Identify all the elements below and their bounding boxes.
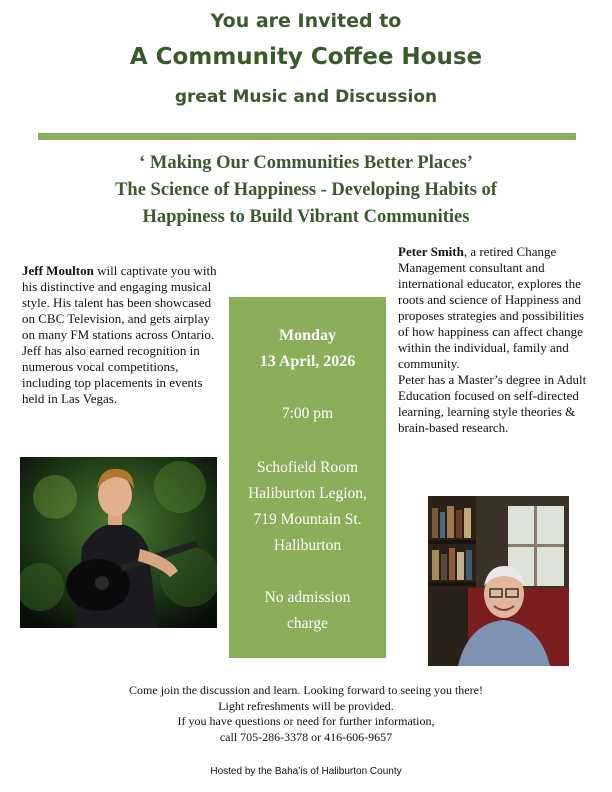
event-title: A Community Coffee House [129,44,483,70]
event-day: Monday [279,327,336,344]
footer-line-4: call 705-286-3378 or 416-606-9657 [219,729,393,744]
footer-line-1: Come join the discussion and learn. Looking forward to seeing you there! [129,683,483,697]
location-line-3: 719 Mountain St. [253,511,362,528]
musician-bio-text: will captivate you with his distinctive and engaging musical style. His talent has been showcased on CBC Television, and gets airplay on many FM stations across Ontario. Jeff has also earned recognition in numerous vocal competitions, including top placements in events held in Las Vegas. [22,263,217,406]
speaker-photo [428,496,569,666]
location-line-4: Haliburton [273,537,342,554]
theme-line-3: Happiness to Build Vibrant Communities [142,207,470,227]
event-date: 13 April, 2026 [259,353,356,370]
speaker-bio-text: , a retired Change Management consultant and international educator, explores the roots and science of Happiness and proposes strategies and possibilities of how happiness can affect change within the individual, family and community. [398,244,584,371]
musician-photo [20,457,217,628]
host-credit: Hosted by the Baha’is of Haliburton County [210,766,402,777]
speaker-name: Peter Smith [398,244,464,259]
footer-line-3: If you have questions or need for further information, [177,714,435,728]
location-line-1: Schofield Room [256,459,359,476]
footer-message [0,683,612,745]
musician-name: Jeff Moulton [22,263,94,278]
event-location [229,455,386,559]
admission-line-2: charge [286,615,329,632]
divider-rule [38,133,576,140]
speaker-bio-text-2: Peter has a Master’s degree in Adult Education focused on self-directed learning, learning style theories & brain-based research. [398,372,587,435]
musician-bio [22,263,218,407]
event-details-box [229,297,386,658]
theme-heading [40,150,572,231]
theme-line-2: The Science of Happiness - Developing Habits of [115,180,497,200]
invite-heading: You are Invited to [210,10,402,32]
theme-line-1: ‘ Making Our Communities Better Places’ [139,153,473,173]
admission-line-1: No admission [264,589,351,606]
admission-note [229,585,386,637]
location-line-2: Haliburton Legion, [248,485,367,502]
event-subtitle: great Music and Discussion [174,87,438,107]
event-time: 7:00 pm [281,405,334,422]
footer-line-2: Light refreshments will be provided. [218,698,394,713]
speaker-bio [398,244,594,436]
